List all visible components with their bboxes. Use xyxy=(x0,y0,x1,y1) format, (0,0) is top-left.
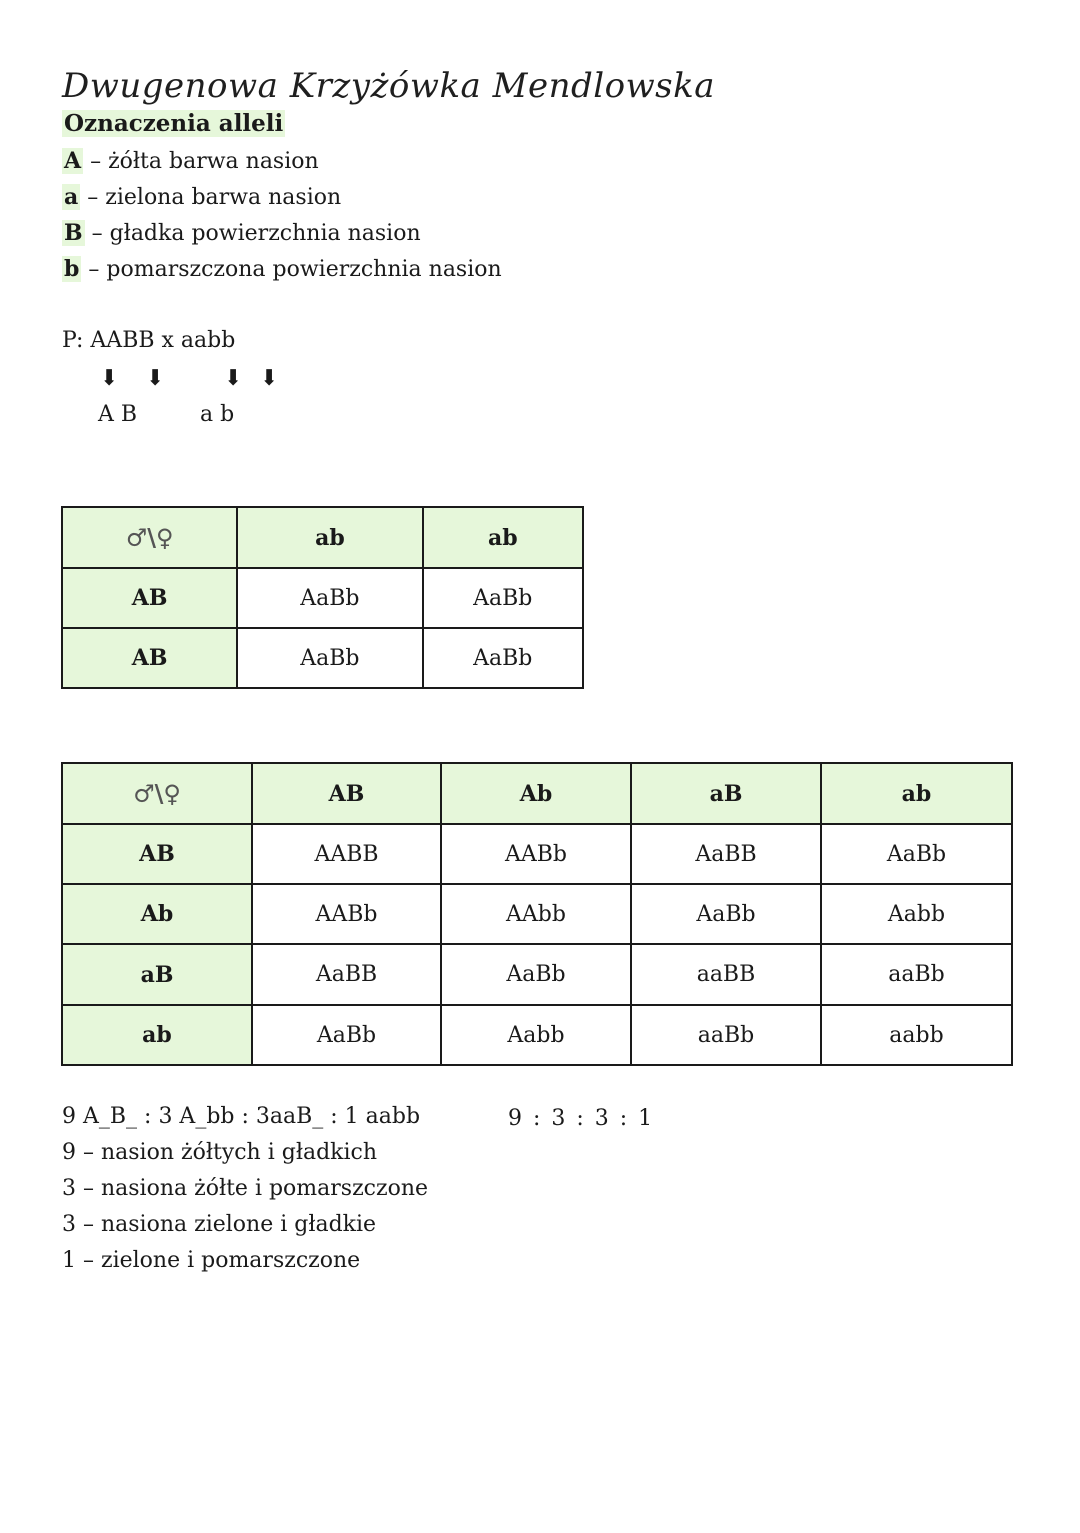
genotype-cell: AaBB xyxy=(631,824,821,884)
col-header: ab xyxy=(821,763,1012,824)
genotype-cell: AaBb xyxy=(423,568,583,628)
genotype-cell: aaBB xyxy=(631,944,821,1005)
section-heading-allele-notation: Oznaczenia alleli xyxy=(64,110,284,137)
genotype-cell: AaBb xyxy=(252,1005,441,1065)
corner-cell xyxy=(62,507,237,568)
parental-cross: P: AABB x aabb xyxy=(62,328,236,353)
genotype-cell: AaBb xyxy=(237,568,422,628)
legend-text: – zielona barwa nasion xyxy=(87,185,342,210)
gametes-parent-2: a b xyxy=(200,402,235,427)
down-arrow-icon: ⬇ xyxy=(146,366,165,391)
genotype-cell: AaBB xyxy=(252,944,441,1005)
col-header: ab xyxy=(423,507,583,568)
legend-key: B xyxy=(64,220,83,246)
punnett-square-f1 xyxy=(61,506,584,689)
ratio-line: 1 – zielone i pomarszczone xyxy=(62,1248,361,1273)
phenotype-ratio: 9 : 3 : 3 : 1 xyxy=(508,1106,655,1131)
corner-cell xyxy=(62,763,252,824)
row-header: AB xyxy=(62,568,237,628)
legend-item-A xyxy=(62,148,319,174)
punnett-square-f2 xyxy=(61,762,1013,1066)
legend-key: b xyxy=(64,256,80,282)
down-arrow-icon: ⬇ xyxy=(224,366,243,391)
genotype-cell: AABb xyxy=(441,824,631,884)
row-header: AB xyxy=(62,824,252,884)
genotype-cell: aaBb xyxy=(821,944,1012,1005)
row-header: Ab xyxy=(62,884,252,944)
genotype-cell: aaBb xyxy=(631,1005,821,1065)
genotype-cell: AABB xyxy=(252,824,441,884)
down-arrow-icon: ⬇ xyxy=(260,366,279,391)
ratio-line: 3 – nasiona zielone i gładkie xyxy=(62,1212,377,1237)
col-header: ab xyxy=(237,507,422,568)
gametes-parent-1: A B xyxy=(98,402,138,427)
legend-item-B xyxy=(62,220,421,246)
legend-item-a xyxy=(62,184,341,210)
down-arrow-icon: ⬇ xyxy=(100,366,119,391)
genotype-cell: AaBb xyxy=(821,824,1012,884)
genotype-cell: AaBb xyxy=(631,884,821,944)
genotype-cell: Aabb xyxy=(821,884,1012,944)
phenotype-ratio-genotypes: 9 A_B_ : 3 A_bb : 3aaB_ : 1 aabb xyxy=(62,1104,421,1129)
legend-item-b xyxy=(62,256,502,282)
genotype-cell: aabb xyxy=(821,1005,1012,1065)
legend-key: a xyxy=(64,184,79,210)
row-header: aB xyxy=(62,944,252,1005)
legend-key: A xyxy=(64,148,82,174)
page-title: Dwugenowa Krzyżówka Mendlowska xyxy=(62,66,715,106)
ratio-line: 9 – nasion żółtych i gładkich xyxy=(62,1140,378,1165)
row-header: AB xyxy=(62,628,237,688)
genotype-cell: AaBb xyxy=(441,944,631,1005)
genotype-cell: Aabb xyxy=(441,1005,631,1065)
male-female-icon: ♂\♀ xyxy=(133,779,181,808)
ratio-line: 3 – nasiona żółte i pomarszczone xyxy=(62,1176,429,1201)
row-header: ab xyxy=(62,1005,252,1065)
legend-text: – gładka powierzchnia nasion xyxy=(91,221,421,246)
genotype-cell: AABb xyxy=(252,884,441,944)
genotype-cell: AaBb xyxy=(237,628,422,688)
col-header: Ab xyxy=(441,763,631,824)
genotype-cell: AAbb xyxy=(441,884,631,944)
col-header: aB xyxy=(631,763,821,824)
male-female-icon: ♂\♀ xyxy=(125,523,174,552)
legend-text: – żółta barwa nasion xyxy=(90,149,319,174)
genotype-cell: AaBb xyxy=(423,628,583,688)
col-header: AB xyxy=(252,763,441,824)
legend-text: – pomarszczona powierzchnia nasion xyxy=(88,257,502,282)
